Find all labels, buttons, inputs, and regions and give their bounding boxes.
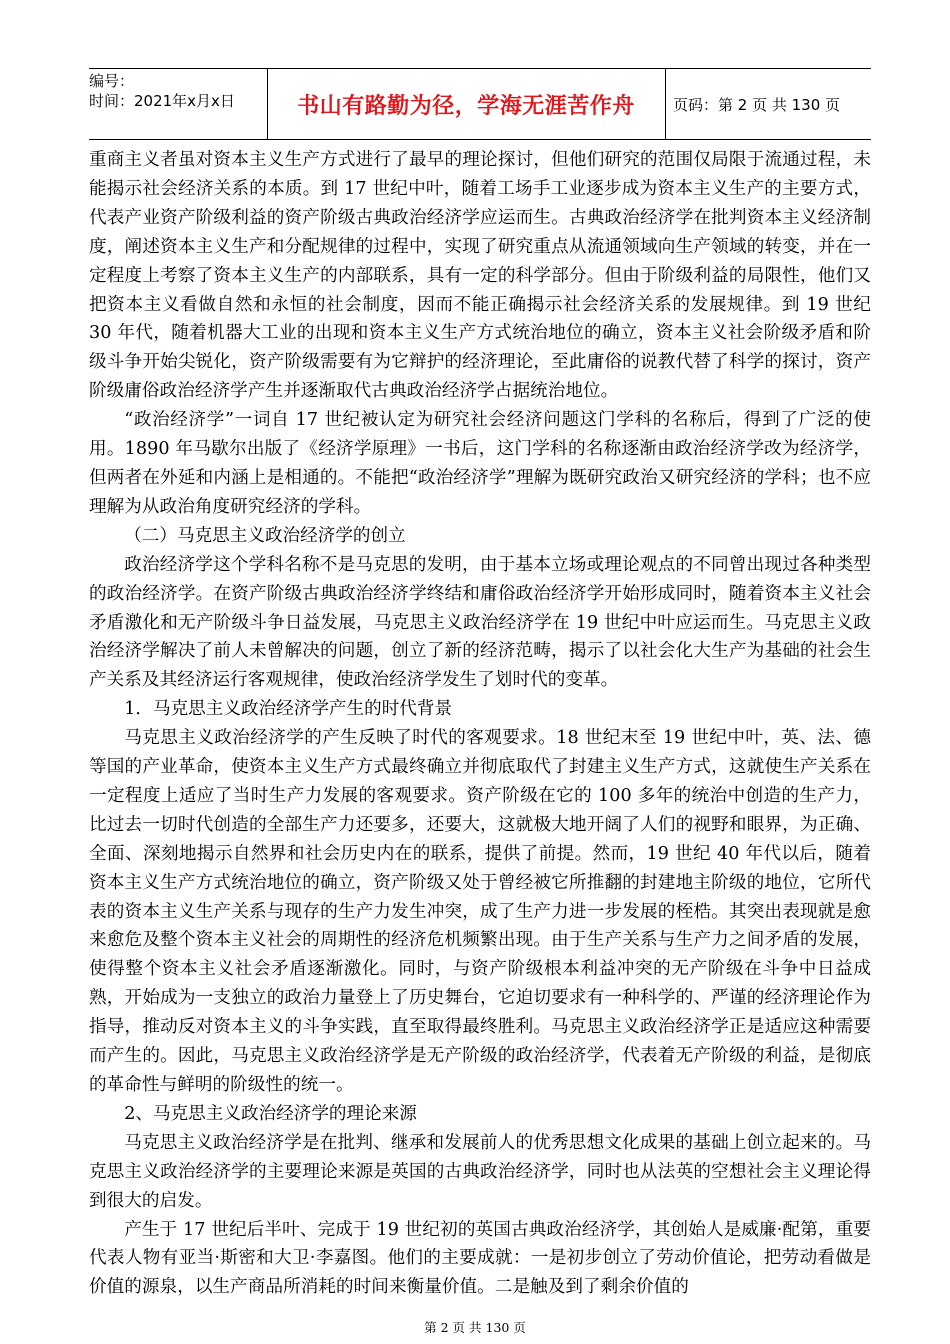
section-heading: 1．马克思主义政治经济学产生的时代背景 (124, 699, 453, 720)
header-motto: 书山有路勤为径，学海无涯苦作舟 (297, 93, 635, 119)
body-paragraph: “政治经济学”一词自 17 世纪被认定为研究社会经济问题这门学科的名称后，得到了广泛的使用。1890 年马歇尔出版了《经济学原理》一书后，这门学科的名称逐渐由政治经济学改为经济学，但两者在外延和内涵上是相通的。不能把“政治经济学”理解为既研究政治又研究经济的学科；也不应理解为从政治角度研究经济的学科。 (89, 410, 871, 517)
body-paragraph: 重商主义者虽对资本主义生产方式进行了最早的理论探讨，但他们研究的范围仅局限于流通过程，未能揭示社会经济关系的本质。到 17 世纪中叶，随着工场手工业逐步成为资本主义生产的主要方式，代表产业资产阶级利益的资产阶级古典政治经济学应运而生。古典政治经济学在批判资本主义经济制度，阐述资本主义生产和分配规律的过程中，实现了研究重点从流通领域向生产领域的转变，并在一定程度上考察了资本主义生产的内部联系，具有一定的科学部分。但由于阶级利益的局限性，他们又把资本主义看做自然和永恒的社会制度，因而不能正确揭示社会经济关系的发展规律。到 19 世纪 30 年代，随着机器大工业的出现和资本主义生产方式统治地位的确立，资本主义社会阶级矛盾和阶级斗争开始尖锐化，资产阶级需要有为它辩护的经济理论，至此庸俗的说教代替了科学的探讨，资产阶级庸俗政治经济学产生并逐渐取代古典政治经济学占据统治地位。 (89, 150, 871, 402)
body-paragraph: 马克思主义政治经济学是在批判、继承和发展前人的优秀思想文化成果的基础上创立起来的。马克思主义政治经济学的主要理论来源是英国的古典政治经济学，同时也从法英的空想社会主义理论得到很大的启发。 (89, 1132, 871, 1211)
header-page-info: 页码：第 2 页 共 130 页 (673, 95, 841, 114)
page-footer: 第 2 页 共 130 页 (424, 1320, 526, 1335)
body-paragraph: 产生于 17 世纪后半叶、完成于 19 世纪初的英国古典政治经济学，其创始人是威廉·配第，重要代表人物有亚当·斯密和大卫·李嘉图。他们的主要成就：一是初步创立了劳动价值论，把劳动看做是价值的源泉，以生产商品所消耗的时间来衡量价值。二是触及到了剩余价值的 (89, 1219, 871, 1298)
body-paragraph: 马克思主义政治经济学的产生反映了时代的客观要求。18 世纪末至 19 世纪中叶，英、法、德等国的产业革命，使资本主义生产方式最终确立并彻底取代了封建主义生产方式，这就使生产关系在一定程度上适应了当时生产力发展的客观要求。资产阶级在它的 100 多年的统治中创造的生产力，比过去一切时代创造的全部生产力还要多，还要大，这就极大地开阔了人们的视野和眼界，为正确、全面、深刻地揭示自然界和社会历史内在的联系，提供了前提。然而，19 世纪 40 年代以后，随着资本主义生产方式统治地位的确立，资产阶级又处于曾经被它所推翻的封建地主阶级的地位，它所代表的资本主义生产关系与现存的生产力发生冲突，成了生产力进一步发展的桎梏。其突出表现就是愈来愈危及整个资本主义社会的周期性的经济危机频繁出现。由于生产关系与生产力之间矛盾的发展，使得整个资本主义社会矛盾逐渐激化。同时，与资产阶级根本利益冲突的无产阶级在斗争中日益成熟，开始成为一支独立的政治力量登上了历史舞台，它迫切要求有一种科学的、严谨的经济理论作为指导，推动反对资本主义的斗争实践，直至取得最终胜利。马克思主义政治经济学正是适应这种需要而产生的。因此，马克思主义政治经济学是无产阶级的政治经济学，代表着无产阶级的利益，是彻底的革命性与鲜明的阶级性的统一。 (89, 728, 871, 1095)
document-time-label: 时间：2021年x月x日 (89, 92, 235, 110)
page-header (89, 68, 871, 140)
header-meta (89, 71, 267, 111)
section-heading: （二）马克思主义政治经济学的创立 (124, 525, 406, 546)
section-heading: 2、马克思主义政治经济学的理论来源 (124, 1103, 417, 1124)
body-paragraph: 政治经济学这个学科名称不是马克思的发明，由于基本立场或理论观点的不同曾出现过各种类型的政治经济学。在资产阶级古典政治经济学终结和庸俗政治经济学开始形成同时，随着资本主义社会矛盾激化和无产阶级斗争日益发展，马克思主义政治经济学在 19 世纪中叶应运而生。马克思主义政治经济学解决了前人未曾解决的问题，创立了新的经济范畴，揭示了以社会化大生产为基础的社会生产关系及其经济运行客观规律，使政治经济学发生了划时代的变革。 (89, 554, 871, 691)
document-body (89, 146, 871, 1302)
header-divider-right (665, 68, 666, 140)
header-divider-left (267, 68, 268, 140)
document-number-label: 编号： (89, 72, 135, 90)
